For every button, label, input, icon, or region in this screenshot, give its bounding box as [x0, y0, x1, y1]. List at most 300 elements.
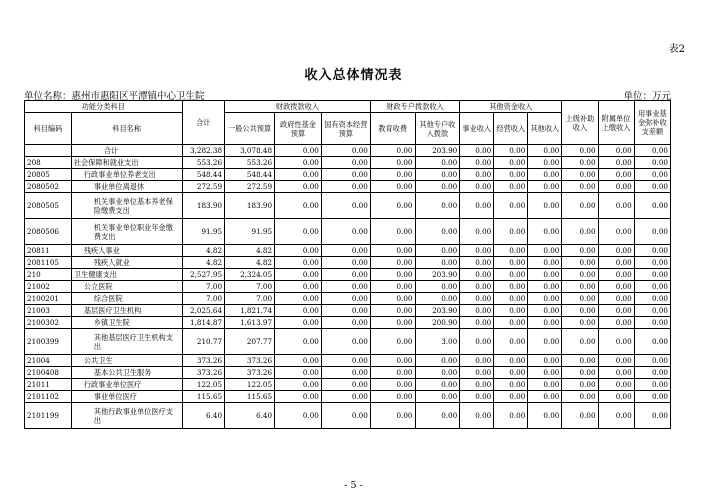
row-value: 0.00	[275, 317, 322, 329]
row-value: 115.65	[225, 391, 275, 403]
row-value: 91.95	[225, 219, 275, 245]
row-value: 0.00	[370, 169, 415, 181]
row-value: 0.00	[275, 219, 322, 245]
row-value: 0.00	[598, 367, 634, 379]
row-value: 0.00	[275, 257, 322, 269]
row-name: 综合医院	[71, 293, 182, 305]
row-value: 272.59	[225, 181, 275, 193]
row-value: 0.00	[562, 257, 598, 269]
row-value: 0.00	[494, 329, 528, 355]
unit-label: 单位：万元	[623, 91, 671, 102]
row-value: 0.00	[528, 269, 562, 281]
row-value: 0.00	[321, 219, 370, 245]
row-value: 0.00	[370, 355, 415, 367]
row-value: 0.00	[562, 403, 598, 429]
row-value: 0.00	[460, 169, 494, 181]
unit-name: 单位名称：惠州市惠阳区平潭镇中心卫生院	[24, 91, 205, 102]
row-value: 0.00	[460, 145, 494, 157]
table-row	[25, 219, 671, 245]
table-row	[25, 379, 671, 391]
row-value: 0.00	[562, 193, 598, 219]
row-value: 0.00	[275, 355, 322, 367]
row-code: 20805	[25, 169, 72, 181]
row-value: 0.00	[598, 219, 634, 245]
row-value: 0.00	[321, 145, 370, 157]
row-value: 0.00	[494, 317, 528, 329]
table-row	[25, 181, 671, 193]
row-value: 0.00	[460, 269, 494, 281]
row-value: 0.00	[370, 157, 415, 169]
row-value: 0.00	[494, 281, 528, 293]
row-code: 2100408	[25, 367, 72, 379]
row-value: 0.00	[528, 305, 562, 317]
row-value: 373.26	[182, 367, 225, 379]
row-name: 事业单位离退休	[71, 181, 182, 193]
row-value: 0.00	[528, 245, 562, 257]
row-value: 0.00	[370, 181, 415, 193]
row-value: 0.00	[528, 329, 562, 355]
row-value: 0.00	[634, 269, 670, 281]
row-value: 0.00	[460, 245, 494, 257]
row-code: 210	[25, 269, 72, 281]
row-value: 0.00	[275, 169, 322, 181]
row-value: 0.00	[370, 245, 415, 257]
row-code: 2081105	[25, 257, 72, 269]
row-value: 0.00	[494, 403, 528, 429]
row-value: 0.00	[562, 391, 598, 403]
row-value: 0.00	[460, 181, 494, 193]
row-value: 6.40	[182, 403, 225, 429]
row-value: 0.00	[460, 193, 494, 219]
row-value: 0.00	[528, 391, 562, 403]
row-value: 3,078.48	[225, 145, 275, 157]
row-value: 0.00	[634, 391, 670, 403]
row-value: 0.00	[275, 145, 322, 157]
table-body	[25, 145, 671, 429]
row-value: 6.40	[225, 403, 275, 429]
row-value: 0.00	[415, 181, 460, 193]
row-code	[25, 145, 72, 157]
row-code: 2080502	[25, 181, 72, 193]
row-value: 0.00	[370, 391, 415, 403]
row-value: 0.00	[415, 293, 460, 305]
row-value: 0.00	[415, 193, 460, 219]
row-code: 2080505	[25, 193, 72, 219]
row-value: 122.05	[225, 379, 275, 391]
header-other-special: 其他专户收入拨款	[415, 113, 460, 145]
row-value: 0.00	[634, 293, 670, 305]
row-value: 0.00	[415, 379, 460, 391]
row-value: 0.00	[528, 219, 562, 245]
income-table	[24, 100, 671, 429]
row-value: 0.00	[598, 269, 634, 281]
row-code: 2100399	[25, 329, 72, 355]
header-gov-fund: 政府性基金预算	[275, 113, 322, 145]
row-value: 203.90	[415, 269, 460, 281]
row-value: 203.90	[415, 145, 460, 157]
row-value: 0.00	[562, 355, 598, 367]
row-name: 行政事业单位养老支出	[71, 169, 182, 181]
row-value: 0.00	[634, 379, 670, 391]
row-value: 0.00	[598, 379, 634, 391]
row-value: 548.44	[182, 169, 225, 181]
row-name: 公立医院	[71, 281, 182, 293]
header-name: 科目名称	[71, 113, 182, 145]
row-value: 0.00	[528, 379, 562, 391]
row-value: 0.00	[634, 329, 670, 355]
row-value: 0.00	[275, 293, 322, 305]
row-value: 0.00	[494, 305, 528, 317]
row-value: 0.00	[634, 145, 670, 157]
row-value: 0.00	[634, 193, 670, 219]
row-name: 公共卫生	[71, 355, 182, 367]
table-row	[25, 281, 671, 293]
row-value: 0.00	[275, 181, 322, 193]
row-code: 2101102	[25, 391, 72, 403]
row-value: 0.00	[370, 379, 415, 391]
row-name: 残疾人就业	[71, 257, 182, 269]
page-number: - 5 -	[344, 480, 363, 491]
row-value: 0.00	[494, 157, 528, 169]
row-value: 0.00	[494, 269, 528, 281]
row-value: 0.00	[460, 281, 494, 293]
row-value: 0.00	[275, 245, 322, 257]
row-value: 373.26	[225, 355, 275, 367]
row-value: 0.00	[321, 355, 370, 367]
table-row	[25, 269, 671, 281]
row-value: 0.00	[528, 193, 562, 219]
row-name: 其他基层医疗卫生机构支出	[71, 329, 182, 355]
row-code: 21002	[25, 281, 72, 293]
row-value: 0.00	[598, 169, 634, 181]
row-code: 208	[25, 157, 72, 169]
row-value: 0.00	[275, 281, 322, 293]
row-value: 0.00	[562, 169, 598, 181]
row-value: 0.00	[562, 329, 598, 355]
row-value: 0.00	[460, 367, 494, 379]
table-row	[25, 293, 671, 305]
row-value: 0.00	[275, 329, 322, 355]
row-value: 0.00	[321, 379, 370, 391]
table-row	[25, 305, 671, 317]
row-name: 合计	[71, 145, 182, 157]
table-row	[25, 403, 671, 429]
row-value: 0.00	[494, 181, 528, 193]
row-value: 200.90	[415, 317, 460, 329]
row-value: 0.00	[321, 317, 370, 329]
row-value: 0.00	[634, 367, 670, 379]
row-value: 2,527.95	[182, 269, 225, 281]
row-code: 2101199	[25, 403, 72, 429]
row-value: 0.00	[528, 367, 562, 379]
row-value: 4.82	[225, 245, 275, 257]
row-value: 0.00	[275, 403, 322, 429]
table-row	[25, 193, 671, 219]
table-row	[25, 355, 671, 367]
row-value: 0.00	[321, 403, 370, 429]
row-value: 0.00	[415, 391, 460, 403]
row-value: 0.00	[598, 403, 634, 429]
row-value: 0.00	[321, 281, 370, 293]
row-value: 115.65	[182, 391, 225, 403]
row-value: 1,613.97	[225, 317, 275, 329]
table-row	[25, 391, 671, 403]
row-value: 0.00	[275, 157, 322, 169]
header-code: 科目编码	[25, 113, 72, 145]
row-value: 0.00	[460, 391, 494, 403]
row-value: 0.00	[528, 257, 562, 269]
row-value: 0.00	[528, 293, 562, 305]
row-value: 0.00	[598, 281, 634, 293]
row-name: 基本公共卫生服务	[71, 367, 182, 379]
row-value: 7.00	[225, 281, 275, 293]
row-value: 0.00	[460, 379, 494, 391]
row-value: 1,821.74	[225, 305, 275, 317]
row-value: 0.00	[562, 281, 598, 293]
row-value: 0.00	[598, 181, 634, 193]
header-other-income: 其他收入	[528, 113, 562, 145]
row-value: 0.00	[494, 145, 528, 157]
row-value: 0.00	[321, 245, 370, 257]
page-tag: 表2	[668, 44, 685, 55]
row-value: 0.00	[634, 219, 670, 245]
header-career-income: 事业收入	[460, 113, 494, 145]
row-value: 0.00	[370, 281, 415, 293]
row-value: 0.00	[562, 181, 598, 193]
row-value: 0.00	[370, 269, 415, 281]
row-value: 0.00	[634, 157, 670, 169]
table-row	[25, 169, 671, 181]
row-value: 0.00	[460, 257, 494, 269]
row-name: 乡镇卫生院	[71, 317, 182, 329]
row-value: 0.00	[415, 157, 460, 169]
row-value: 0.00	[598, 355, 634, 367]
row-value: 0.00	[370, 403, 415, 429]
row-value: 0.00	[528, 281, 562, 293]
row-value: 0.00	[494, 169, 528, 181]
row-value: 0.00	[370, 257, 415, 269]
row-value: 4.82	[182, 257, 225, 269]
table-row	[25, 157, 671, 169]
row-value: 0.00	[415, 355, 460, 367]
row-value: 0.00	[528, 317, 562, 329]
row-code: 2100201	[25, 293, 72, 305]
row-value: 0.00	[494, 293, 528, 305]
row-value: 0.00	[460, 317, 494, 329]
row-code: 20811	[25, 245, 72, 257]
row-value: 0.00	[321, 293, 370, 305]
row-code: 2080506	[25, 219, 72, 245]
row-name: 残疾人事业	[71, 245, 182, 257]
row-value: 7.00	[182, 293, 225, 305]
row-value: 0.00	[494, 391, 528, 403]
row-value: 0.00	[460, 355, 494, 367]
row-code: 21003	[25, 305, 72, 317]
row-value: 0.00	[321, 157, 370, 169]
row-value: 4.82	[182, 245, 225, 257]
row-value: 0.00	[634, 403, 670, 429]
row-value: 0.00	[370, 193, 415, 219]
row-value: 0.00	[321, 193, 370, 219]
row-value: 0.00	[562, 219, 598, 245]
row-value: 0.00	[370, 317, 415, 329]
table-row	[25, 329, 671, 355]
row-value: 0.00	[494, 193, 528, 219]
row-value: 0.00	[415, 257, 460, 269]
table-row	[25, 317, 671, 329]
row-value: 0.00	[370, 305, 415, 317]
row-value: 553.26	[182, 157, 225, 169]
row-value: 0.00	[370, 145, 415, 157]
page-title: 收入总体情况表	[304, 68, 403, 83]
row-value: 0.00	[598, 293, 634, 305]
row-value: 0.00	[370, 329, 415, 355]
row-value: 2,324.05	[225, 269, 275, 281]
row-code: 2100302	[25, 317, 72, 329]
row-value: 0.00	[494, 257, 528, 269]
row-value: 0.00	[460, 293, 494, 305]
row-value: 0.00	[528, 145, 562, 157]
row-value: 0.00	[275, 269, 322, 281]
header-superior-subsidy: 上级补助收入	[562, 101, 598, 145]
header-affiliated: 附属单位上缴收入	[598, 101, 634, 145]
row-value: 0.00	[598, 305, 634, 317]
row-value: 0.00	[562, 269, 598, 281]
row-name: 社会保障和就业支出	[71, 157, 182, 169]
header-func-group: 功能分类科目	[25, 101, 183, 113]
row-value: 0.00	[321, 367, 370, 379]
row-value: 553.26	[225, 157, 275, 169]
row-value: 0.00	[634, 317, 670, 329]
row-value: 0.00	[528, 169, 562, 181]
row-value: 91.95	[182, 219, 225, 245]
row-value: 0.00	[562, 317, 598, 329]
row-value: 0.00	[415, 169, 460, 181]
row-value: 7.00	[182, 281, 225, 293]
row-value: 0.00	[634, 281, 670, 293]
row-value: 0.00	[275, 367, 322, 379]
row-code: 21004	[25, 355, 72, 367]
row-value: 3,282.38	[182, 145, 225, 157]
row-value: 0.00	[598, 145, 634, 157]
row-value: 0.00	[598, 329, 634, 355]
row-value: 0.00	[634, 245, 670, 257]
row-value: 0.00	[321, 169, 370, 181]
row-value: 0.00	[415, 367, 460, 379]
table-row	[25, 245, 671, 257]
header-other-group: 其他资金收入	[460, 101, 562, 113]
row-value: 122.05	[182, 379, 225, 391]
row-value: 7.00	[225, 293, 275, 305]
row-value: 0.00	[494, 367, 528, 379]
header-special-group: 财政专户拨款收入	[370, 101, 459, 113]
row-value: 0.00	[528, 355, 562, 367]
row-value: 0.00	[598, 391, 634, 403]
row-value: 0.00	[321, 329, 370, 355]
row-value: 0.00	[370, 219, 415, 245]
row-value: 0.00	[275, 379, 322, 391]
row-value: 0.00	[460, 329, 494, 355]
row-value: 0.00	[528, 157, 562, 169]
table-row	[25, 145, 671, 157]
row-value: 0.00	[634, 181, 670, 193]
row-value: 0.00	[321, 257, 370, 269]
row-value: 0.00	[460, 219, 494, 245]
row-value: 0.00	[634, 257, 670, 269]
row-value: 0.00	[562, 305, 598, 317]
header-total: 合计	[182, 101, 225, 145]
row-value: 0.00	[634, 169, 670, 181]
header-state-capital: 国有资本经营预算	[321, 113, 370, 145]
row-value: 210.77	[182, 329, 225, 355]
header-fiscal-group: 财政拨款收入	[225, 101, 371, 113]
row-value: 0.00	[634, 305, 670, 317]
row-value: 0.00	[415, 403, 460, 429]
row-name: 机关事业单位职业年金缴费支出	[71, 219, 182, 245]
row-value: 373.26	[225, 367, 275, 379]
row-value: 0.00	[460, 157, 494, 169]
row-code: 21011	[25, 379, 72, 391]
row-value: 0.00	[460, 305, 494, 317]
header-edu-fee: 教育收费	[370, 113, 415, 145]
row-value: 0.00	[562, 245, 598, 257]
row-value: 3.00	[415, 329, 460, 355]
row-value: 0.00	[321, 181, 370, 193]
header-carryover: 用事业基金弥补收支差额	[634, 101, 670, 145]
row-value: 1,814.87	[182, 317, 225, 329]
row-value: 0.00	[460, 403, 494, 429]
row-value: 4.82	[225, 257, 275, 269]
row-value: 0.00	[598, 193, 634, 219]
row-value: 0.00	[275, 193, 322, 219]
row-value: 0.00	[598, 257, 634, 269]
row-name: 其他行政事业单位医疗支出	[71, 403, 182, 429]
row-name: 事业单位医疗	[71, 391, 182, 403]
table-row	[25, 257, 671, 269]
header-general-budget: 一般公共预算	[225, 113, 275, 145]
row-value: 0.00	[562, 379, 598, 391]
row-value: 548.44	[225, 169, 275, 181]
row-name: 行政事业单位医疗	[71, 379, 182, 391]
row-value: 0.00	[415, 281, 460, 293]
row-value: 0.00	[562, 293, 598, 305]
row-value: 0.00	[494, 219, 528, 245]
row-value: 0.00	[494, 355, 528, 367]
header-operating-income: 经营收入	[494, 113, 528, 145]
row-value: 203.90	[415, 305, 460, 317]
row-name: 基层医疗卫生机构	[71, 305, 182, 317]
table-row	[25, 367, 671, 379]
row-value: 0.00	[598, 157, 634, 169]
row-value: 0.00	[321, 305, 370, 317]
row-value: 0.00	[562, 157, 598, 169]
row-value: 2,025.64	[182, 305, 225, 317]
row-value: 0.00	[321, 391, 370, 403]
row-value: 0.00	[634, 355, 670, 367]
row-value: 373.26	[182, 355, 225, 367]
row-value: 0.00	[415, 245, 460, 257]
row-value: 0.00	[275, 391, 322, 403]
row-value: 0.00	[598, 245, 634, 257]
row-value: 0.00	[528, 403, 562, 429]
row-value: 0.00	[562, 145, 598, 157]
row-value: 0.00	[598, 317, 634, 329]
row-value: 183.90	[225, 193, 275, 219]
row-value: 0.00	[494, 245, 528, 257]
row-value: 0.00	[415, 219, 460, 245]
row-value: 272.59	[182, 181, 225, 193]
row-value: 207.77	[225, 329, 275, 355]
